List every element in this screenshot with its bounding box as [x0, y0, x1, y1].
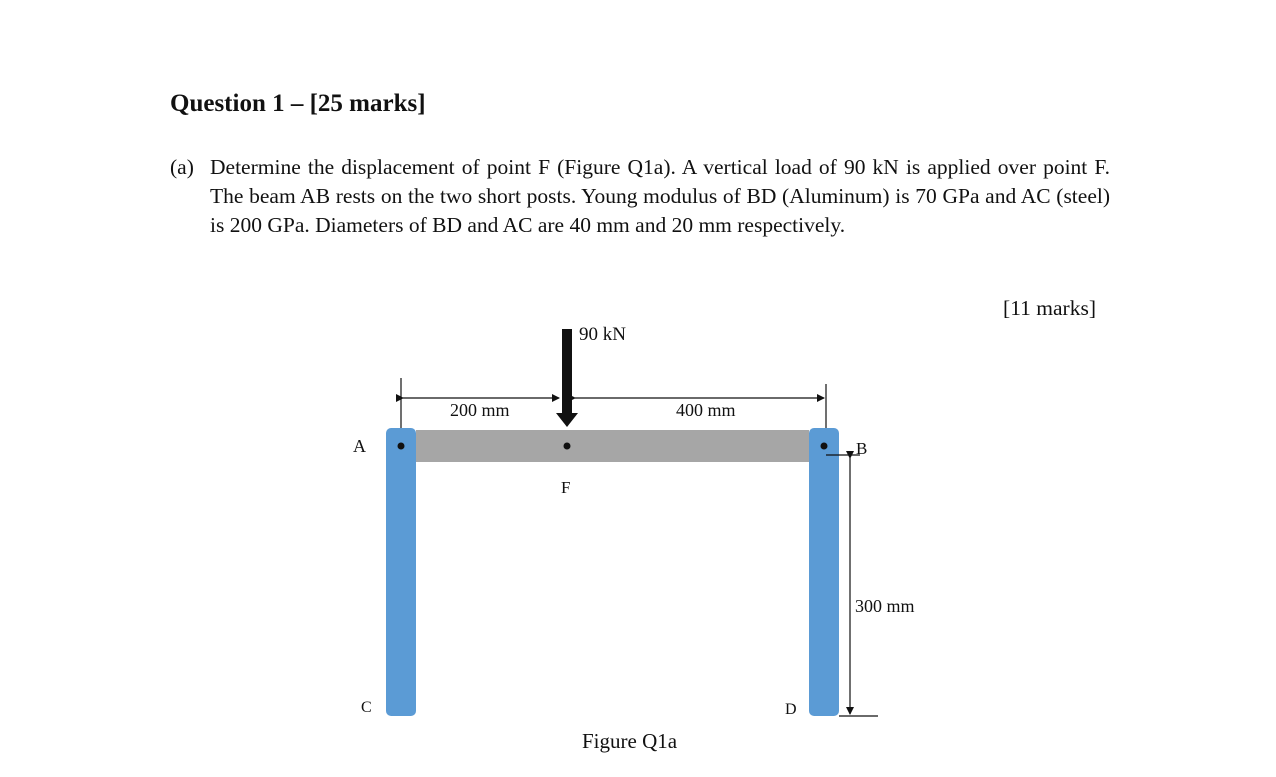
- part-marks: [11 marks]: [1003, 296, 1096, 320]
- point-label-c: C: [361, 699, 372, 716]
- load-label: 90 kN: [579, 324, 626, 345]
- post-ac: [386, 428, 416, 716]
- dimension-label-fb: 400 mm: [676, 400, 736, 420]
- point-label-d: D: [785, 701, 797, 718]
- question-heading: Question 1 – [25 marks]: [170, 90, 426, 117]
- load-arrow-shaft: [562, 329, 572, 415]
- load-arrow-head: [556, 413, 578, 427]
- beam-ab: [416, 430, 809, 462]
- post-bd: [809, 428, 839, 716]
- point-a-dot: [398, 443, 405, 450]
- point-label-b: B: [856, 439, 868, 458]
- part-label: (a): [170, 155, 194, 179]
- part-text: Determine the displacement of point F (Figure Q1a). A vertical load of 90 kN is applied over point F. The beam AB rests on the two short posts. Young modulus of BD (Aluminum) is 70 GPa and AC (steel) is 200 GPa. Diameters of BD and AC are 40 mm and 20 mm respectively.: [210, 155, 1110, 237]
- point-f-dot: [564, 443, 571, 450]
- point-label-a: A: [353, 436, 366, 456]
- figure-caption: Figure Q1a: [582, 729, 678, 753]
- point-b-dot: [821, 443, 828, 450]
- dimension-label-af: 200 mm: [450, 400, 510, 420]
- point-label-f: F: [561, 478, 571, 497]
- dimension-label-bd: 300 mm: [855, 596, 915, 616]
